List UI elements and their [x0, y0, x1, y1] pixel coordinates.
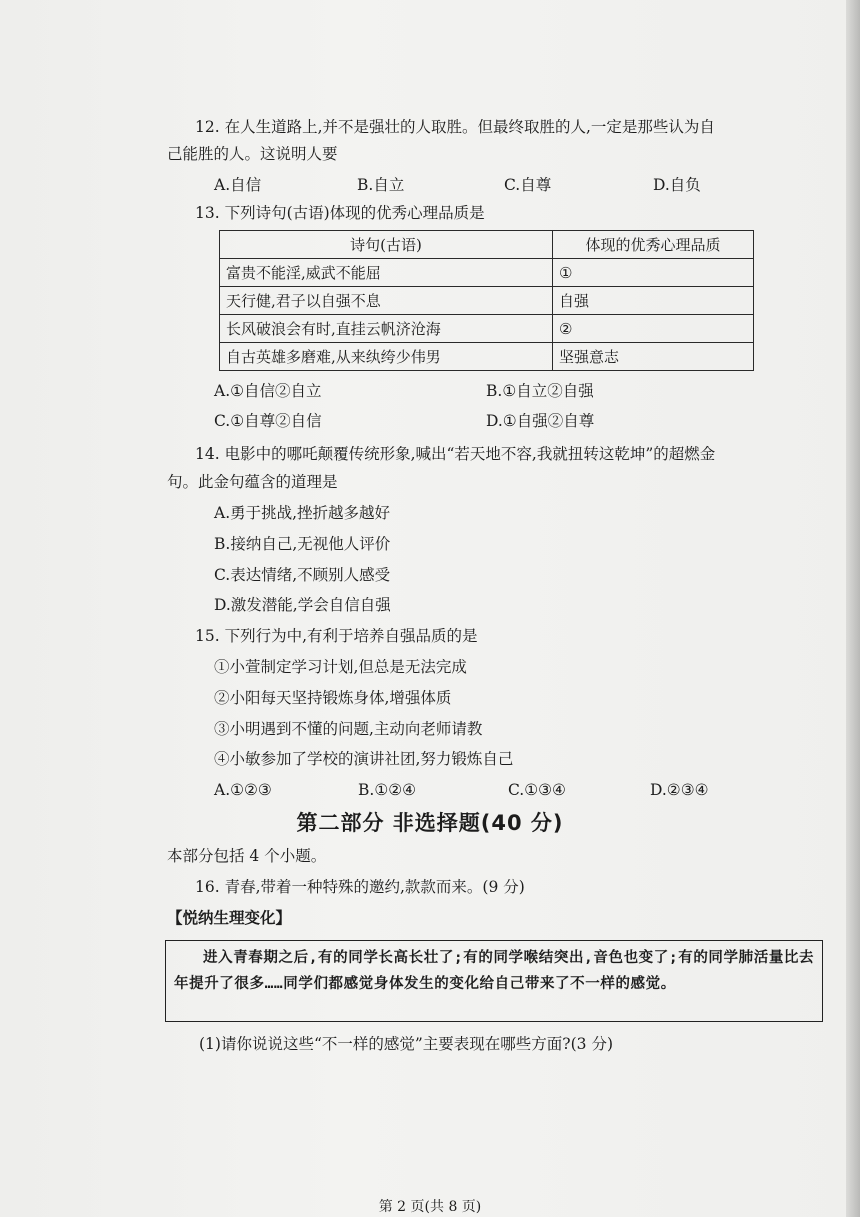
table-row	[220, 259, 754, 287]
q15-stem: 15. 下列行为中,有利于培养自强品质的是	[195, 627, 478, 645]
q13-option-a: A.①自信②自立	[214, 382, 322, 400]
table-cell-quality: ①	[553, 259, 754, 287]
q15-option-c: C.①③④	[508, 781, 566, 799]
q15-statement-1: ①小萱制定学习计划,但总是无法完成	[214, 658, 467, 676]
q13-stem: 13. 下列诗句(古语)体现的优秀心理品质是	[195, 204, 485, 222]
q13-option-b: B.①自立②自强	[486, 382, 594, 400]
table-header-poem: 诗句(古语)	[220, 231, 553, 259]
table-cell-poem: 富贵不能淫,威武不能屈	[220, 259, 553, 287]
q14-stem-line2: 句。此金句蕴含的道理是	[167, 473, 338, 491]
table-cell-quality: 自强	[553, 287, 754, 315]
q15-option-d: D.②③④	[650, 781, 709, 799]
q12-option-b: B.自立	[357, 176, 405, 194]
q16-section-tag: 【悦纳生理变化】	[167, 909, 292, 927]
q12-option-a: A.自信	[214, 176, 262, 194]
table-row	[220, 287, 754, 315]
page-edge-shadow	[846, 0, 860, 1217]
q16-stem: 16. 青春,带着一种特殊的邀约,款款而来。(9 分)	[195, 878, 525, 896]
poem-quality-table	[219, 230, 754, 371]
q16-sub-question-1: (1)请你说说这些“不一样的感觉”主要表现在哪些方面?(3 分)	[199, 1035, 613, 1053]
q14-stem-line1: 14. 电影中的哪吒颠覆传统形象,喊出“若天地不容,我就扭转这乾坤”的超燃金	[195, 445, 716, 463]
q15-option-a: A.①②③	[214, 781, 272, 799]
part2-intro: 本部分包括 4 个小题。	[167, 847, 327, 865]
page-number: 第 2 页(共 8 页)	[378, 1199, 482, 1215]
q15-statement-3: ③小明遇到不懂的问题,主动向老师请教	[214, 720, 483, 738]
q14-option-c: C.表达情绪,不顾别人感受	[214, 566, 391, 584]
q15-option-b: B.①②④	[358, 781, 417, 799]
q14-option-d: D.激发潜能,学会自信自强	[214, 596, 391, 614]
table-cell-poem: 长风破浪会有时,直挂云帆济沧海	[220, 315, 553, 343]
table-cell-quality: 坚强意志	[553, 343, 754, 371]
table-header-row	[220, 231, 754, 259]
q13-option-c: C.①自尊②自信	[214, 412, 322, 430]
q14-option-a: A.勇于挑战,挫折越多越好	[214, 504, 391, 522]
table-row	[220, 343, 754, 371]
q15-statement-4: ④小敏参加了学校的演讲社团,努力锻炼自己	[214, 750, 514, 768]
q15-statement-2: ②小阳每天坚持锻炼身体,增强体质	[214, 689, 452, 707]
table-header-quality: 体现的优秀心理品质	[553, 231, 754, 259]
q16-material-box: 进入青春期之后,有的同学长高长壮了;有的同学喉结突出,音色也变了;有的同学肺活量比去年提升了很多……同学们都感觉身体发生的变化给自己带来了不一样的感觉。	[165, 940, 823, 1022]
table-cell-poem: 自古英雄多磨难,从来纨绔少伟男	[220, 343, 553, 371]
q13-option-d: D.①自强②自尊	[486, 412, 595, 430]
q14-option-b: B.接纳自己,无视他人评价	[214, 535, 391, 553]
table-cell-poem: 天行健,君子以自强不息	[220, 287, 553, 315]
q12-option-c: C.自尊	[504, 176, 552, 194]
part2-title: 第二部分 非选择题(40 分)	[296, 811, 564, 835]
q12-stem-line2: 己能胜的人。这说明人要	[167, 145, 338, 163]
table-row	[220, 315, 754, 343]
table-cell-quality: ②	[553, 315, 754, 343]
q12-stem-line1: 12. 在人生道路上,并不是强壮的人取胜。但最终取胜的人,一定是那些认为自	[195, 118, 715, 136]
q12-option-d: D.自负	[653, 176, 701, 194]
